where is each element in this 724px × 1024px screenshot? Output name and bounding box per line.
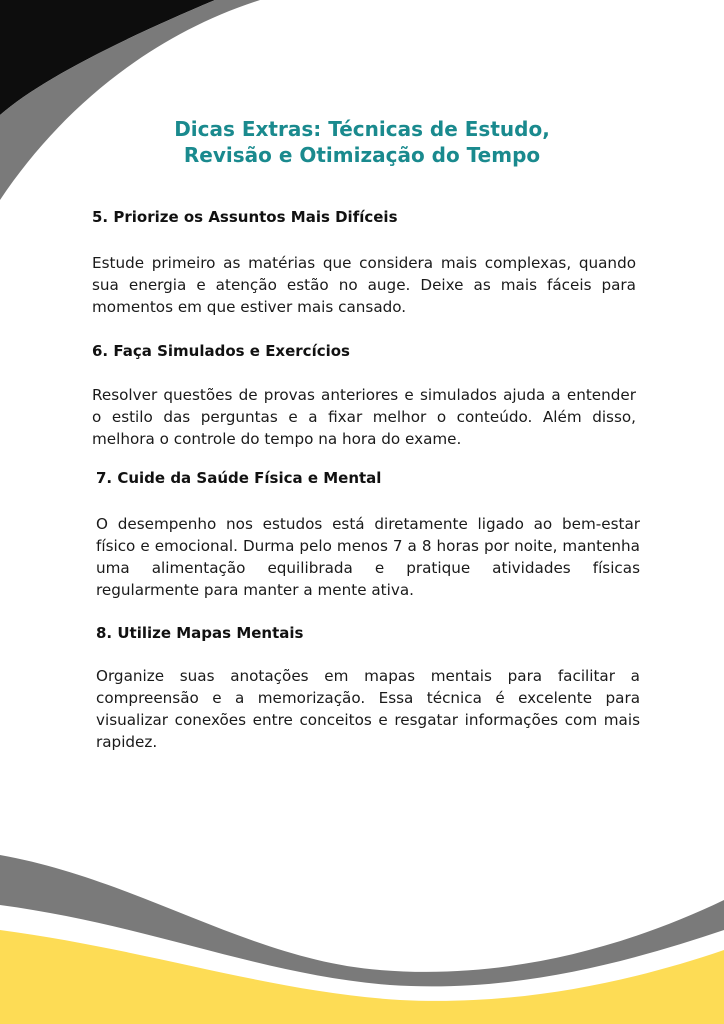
- section-body-7: O desempenho nos estudos está diretamente ligado ao bem-estar físico e emocional. Durma pelo menos 7 a 8 horas por noite, mantenha uma alimentação equilibrada e pratique atividades físicas regularmente para manter a mente ativa.: [96, 515, 640, 599]
- section-body-8: Organize suas anotações em mapas mentais para facilitar a compreensão e a memorização. Essa técnica é excelente para visualizar conexões entre conceitos e resgatar informações com mais rapidez.: [96, 667, 640, 751]
- section-body-5: Estude primeiro as matérias que considera mais complexas, quando sua energia e atenção estão no auge. Deixe as mais fáceis para momentos em que estiver mais cansado.: [92, 254, 636, 316]
- section-heading-7: 7. Cuide da Saúde Física e Mental: [96, 469, 382, 487]
- section-body-6: Resolver questões de provas anteriores e simulados ajuda a entender o estilo das perguntas e a fixar melhor o conteúdo. Além disso, melhora o controle do tempo na hora do exame.: [92, 386, 636, 448]
- page-title: [0, 116, 724, 168]
- section-heading-5: 5. Priorize os Assuntos Mais Difíceis: [92, 208, 398, 226]
- section-heading-6: 6. Faça Simulados e Exercícios: [92, 342, 350, 360]
- title-line-2: Revisão e Otimização do Tempo: [183, 143, 541, 167]
- section-heading-8: 8. Utilize Mapas Mentais: [96, 624, 304, 642]
- title-line-1: Dicas Extras: Técnicas de Estudo,: [174, 117, 550, 141]
